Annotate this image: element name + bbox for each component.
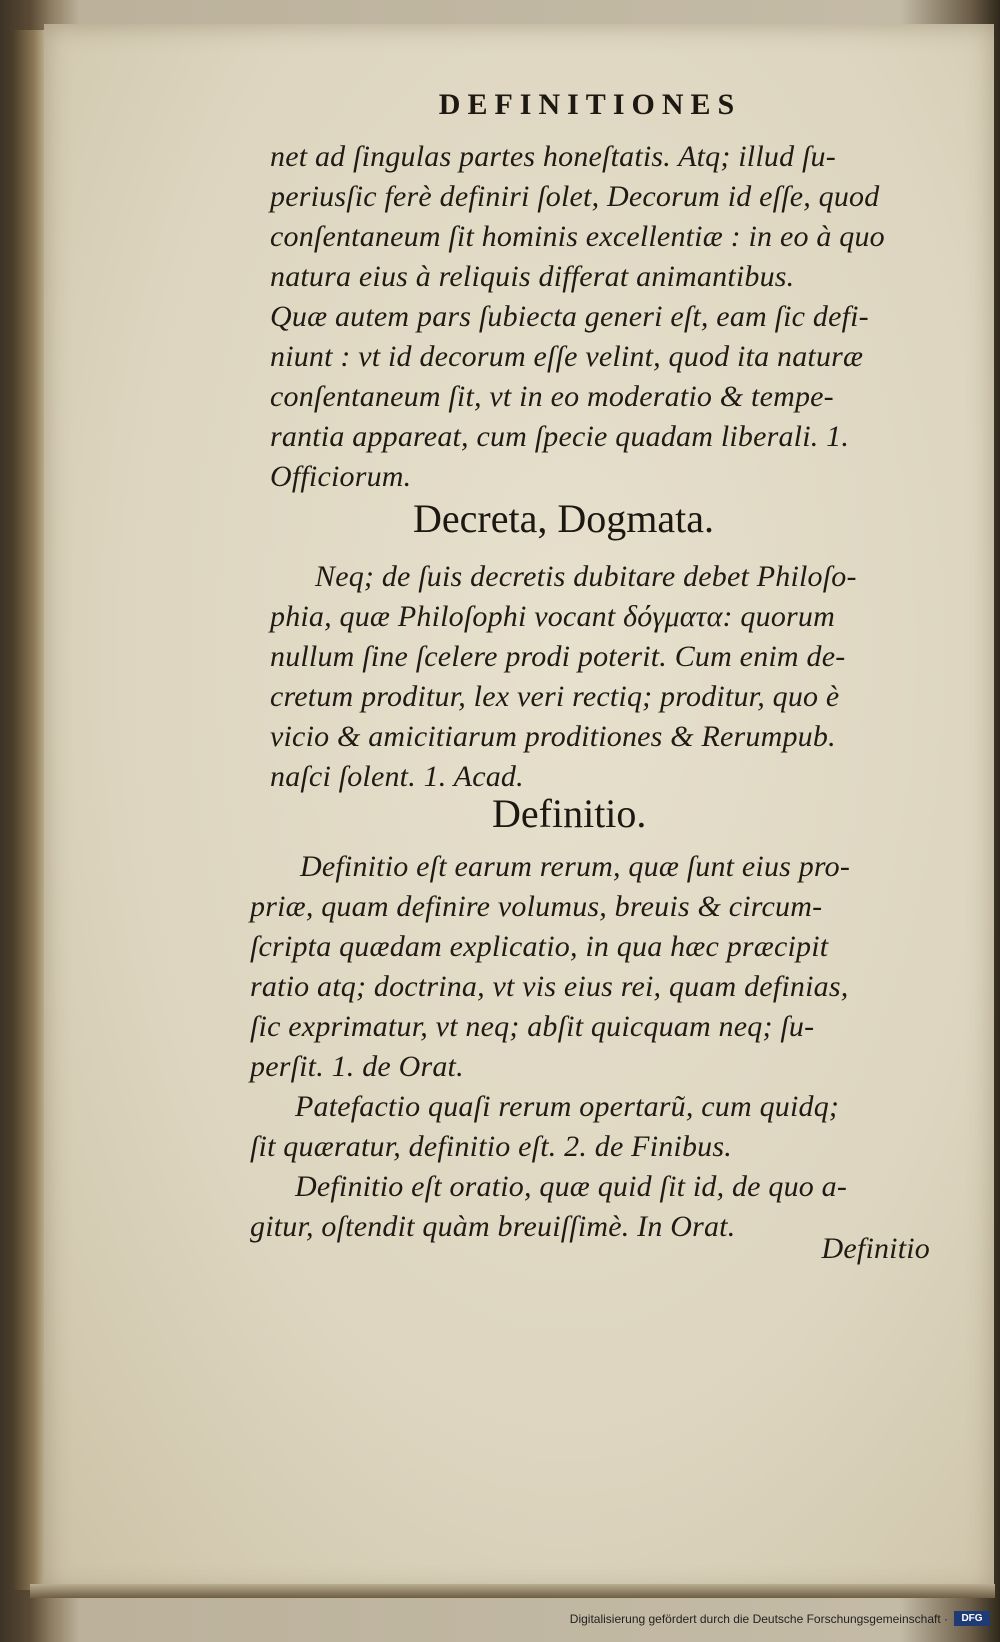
text-line: conſentaneum ſit hominis excellentiæ : in eo à quo (270, 220, 885, 253)
text-line: Patefactio quaſi rerum opertarũ, cum quidq; (295, 1090, 840, 1123)
text-line: naſci ſolent. 1. Acad. (270, 760, 524, 793)
text-line: Definitio eſt oratio, quæ quid ſit id, de quo a- (295, 1170, 848, 1203)
section-heading: Definitio. (492, 791, 647, 836)
text-line: gitur, oſtendit quàm breuiſſimè. In Orat. (250, 1210, 736, 1243)
text-line: conſentaneum ſit, vt in eo moderatio & tempe- (270, 380, 834, 413)
text-line: rantia appareat, cum ſpecie quadam liberali. 1. (270, 420, 850, 453)
text-line: ſit quæratur, definitio eſt. 2. de Finibus. (250, 1130, 732, 1163)
text-line: ſic exprimatur, vt neq; abſit quicquam neq; ſu- (250, 1010, 815, 1043)
running-head: DEFINITIONES (438, 88, 742, 121)
text-line: priæ, quam definire volumus, breuis & circum- (250, 890, 823, 923)
book-edge-left (12, 30, 48, 1590)
digitization-credit: Digitalisierung gefördert durch die Deutsche Forschungsgemeinschaft · (569, 1612, 948, 1626)
dfg-logo: DFG (954, 1611, 990, 1626)
text-line: ſcripta quædam explicatio, in qua hæc præcipit (250, 930, 829, 963)
text-line: periusſic ferè definiri ſolet, Decorum id eſſe, quod (270, 180, 880, 213)
text-line: phia, quæ Philoſophi vocant δόγματα: quorum (270, 600, 835, 633)
text-line: vicio & amicitiarum proditiones & Rerumpub. (270, 720, 836, 753)
text-line: natura eius à reliquis differat animantibus. (270, 260, 795, 293)
text-line: nullum ſine ſcelere prodi poterit. Cum enim de- (270, 640, 846, 673)
text-line: Neq; de ſuis decretis dubitare debet Philoſo- (315, 560, 857, 593)
catchword: Definitio (821, 1232, 930, 1265)
section-heading: Decreta, Dogmata. (413, 496, 714, 541)
text-line: Definitio eſt earum rerum, quæ ſunt eius pro- (300, 850, 851, 883)
text-line: net ad ſingulas partes honeſtatis. Atq; illud ſu- (270, 140, 836, 173)
text-line: niunt : vt id decorum eſſe velint, quod ita naturæ (270, 340, 864, 373)
text-line: ratio atq; doctrina, vt vis eius rei, quam definias, (250, 970, 849, 1003)
text-line: Officiorum. (270, 460, 412, 493)
text-line: perſit. 1. de Orat. (250, 1050, 464, 1083)
text-line: cretum proditur, lex veri rectiq; proditur, quo è (270, 680, 840, 713)
text-line: Quæ autem pars ſubiecta generi eſt, eam ſic defi- (270, 300, 869, 333)
book-edge-bottom (30, 1584, 995, 1598)
